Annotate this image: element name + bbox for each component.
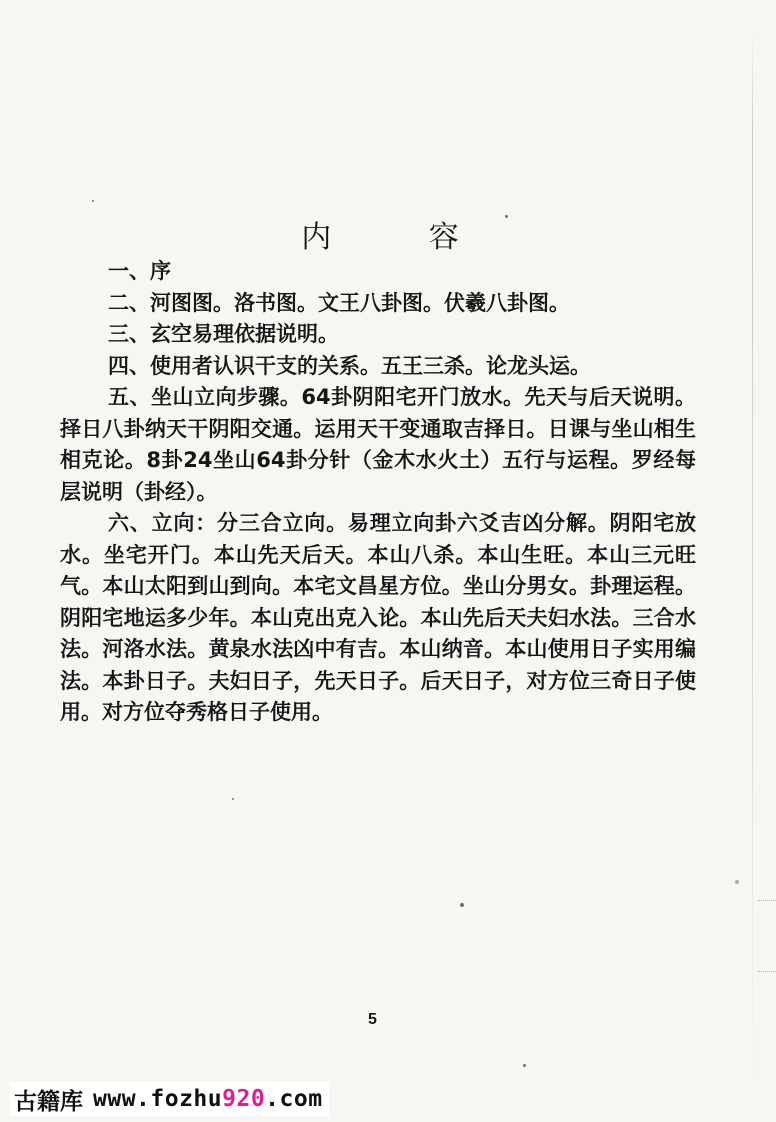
contents-item: 二、河图图。洛书图。文王八卦图。伏羲八卦图。 (108, 290, 570, 315)
page-edge-marks (758, 900, 776, 972)
watermark-name: 古籍库 (14, 1088, 83, 1115)
contents-list (60, 256, 696, 729)
contents-item: 四、使用者认识干支的关系。五王三杀。论龙头运。 (108, 353, 591, 378)
scan-speck (460, 903, 464, 907)
contents-item: 三、玄空易理依据说明。 (108, 322, 339, 346)
scan-speck (232, 798, 234, 800)
contents-item: 一、序 (108, 259, 171, 283)
watermark-url-highlight: 920 (222, 1086, 266, 1112)
site-watermark (10, 1082, 329, 1116)
contents-item: 六、立向：分三合立向。易理立向卦六爻吉凶分解。阴阳宅放水。坐宅开门。本山先天后天。本山八杀。本山生旺。本山三元旺气。本山太阳到山到向。本宅文昌星方位。坐山分男女。卦理运程。阴阳宅地运多少年。本山克出克入论。本山先后天夫妇水法。三合水法。河洛水法。黄泉水法凶中有吉。本山纳音。本山使用日子实用编法。本卦日子。夫妇日子，先天日子。后天日子，对方位三奇日子使用。对方位夺秀格日子使用。 (60, 511, 696, 724)
page-edge-shadow (752, 30, 753, 1090)
scan-speck (523, 1064, 526, 1067)
scan-speck (735, 880, 739, 884)
page-title: 内 容 (301, 220, 503, 256)
page-number: 5 (368, 1011, 377, 1028)
watermark-url-prefix: www.fozhu (93, 1086, 223, 1112)
watermark-url-suffix: .com (265, 1086, 323, 1112)
scan-speck (92, 200, 94, 202)
contents-item: 五、坐山立向步骤。64卦阴阳宅开门放水。先天与后天说明。择日八卦纳天干阴阳交通。运用天干变通取吉择日。日课与坐山相生相克论。8卦24坐山64卦分针（金木水火土）五行与运程。罗经每层说明（卦经）。 (60, 385, 696, 504)
